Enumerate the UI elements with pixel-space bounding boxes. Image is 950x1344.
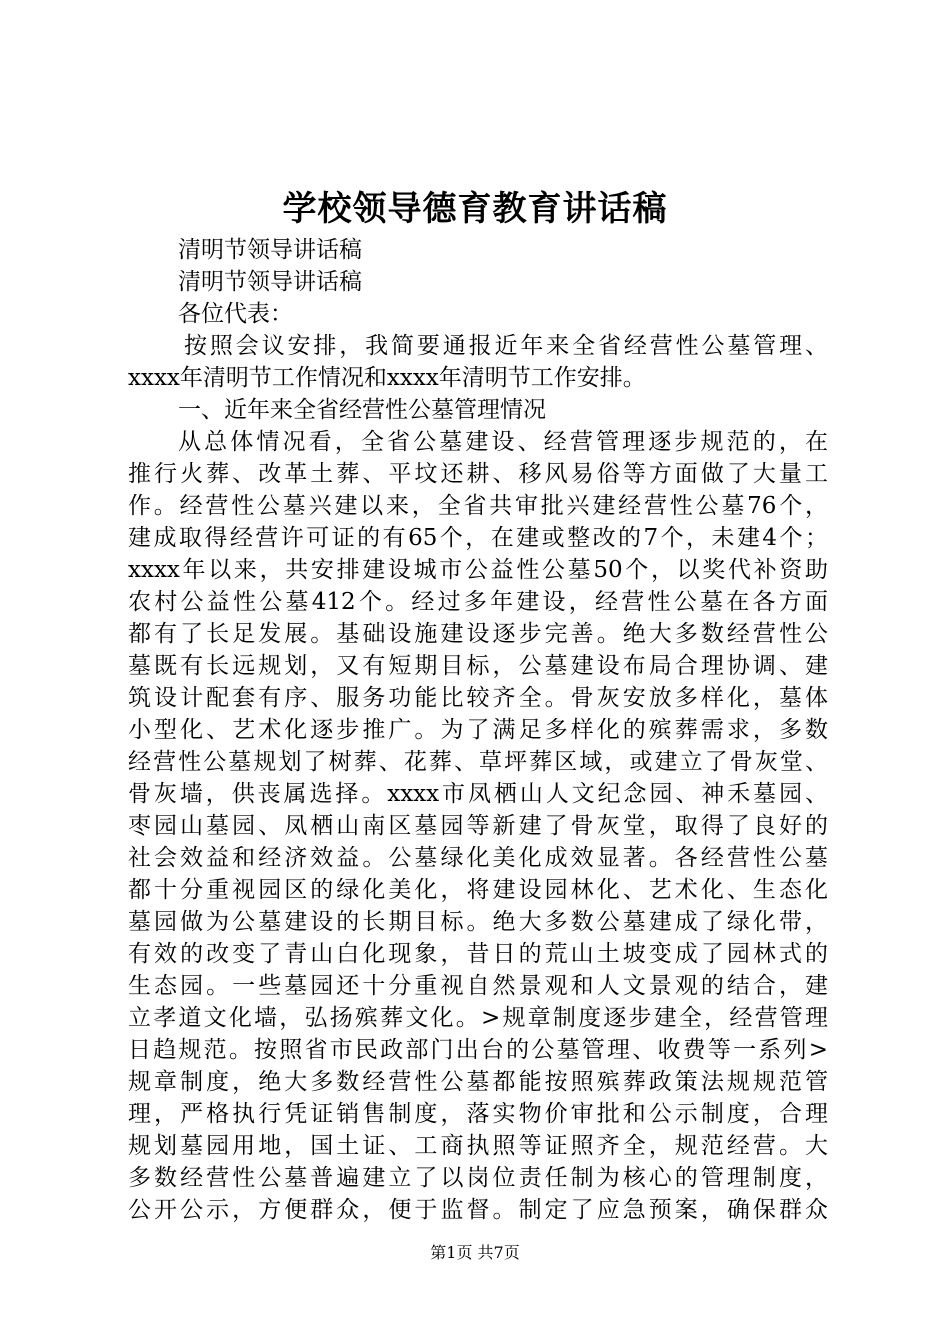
page-number: 第1页 共7页: [430, 1243, 520, 1262]
text-line: 建成取得经营许可证的有65个，在建或整改的7个，未建4个；: [128, 525, 828, 551]
text-line: 公开公示，方便群众，便于监督。制定了应急预案，确保群众: [128, 1197, 828, 1223]
section-heading: 一、近年来全省经营性公墓管理情况: [178, 397, 546, 423]
text-line: 清明节领导讲话稿: [178, 269, 362, 295]
text-line: 按照会议安排，我简要通报近年来全省经营性公墓管理、: [184, 333, 828, 359]
text-line: 从总体情况看，全省公墓建设、经营管理逐步规范的，在: [178, 429, 828, 455]
text-line: 作。经营性公墓兴建以来，全省共审批兴建经营性公墓76个，: [128, 493, 828, 519]
text-line: 经营性公墓规划了树葬、花葬、草坪葬区域，或建立了骨灰堂、: [128, 749, 828, 775]
text-line: 都有了长足发展。基础设施建设逐步完善。绝大多数经营性公: [128, 621, 828, 647]
paragraph: [128, 330, 828, 362]
text-line: 规章制度，绝大多数经营性公墓都能按照殡葬政策法规规范管: [128, 1069, 828, 1095]
text-line: 社会效益和经济效益。公墓绿化美化成效显著。各经营性公墓: [128, 845, 828, 871]
text-line: 骨灰墙，供丧属选择。xxxx市凤栖山人文纪念园、神禾墓园、: [128, 781, 828, 807]
text-line: 有效的改变了青山白化现象，昔日的荒山土坡变成了园林式的: [128, 941, 828, 967]
document-title: 学校领导德育教育讲话稿: [282, 189, 668, 229]
text-line: xxxx年清明节工作情况和xxxx年清明节工作安排。: [128, 365, 646, 391]
text-line: 生态园。一些墓园还十分重视自然景观和人文景观的结合，建: [128, 973, 828, 999]
text-line: 筑设计配套有序、服务功能比较齐全。骨灰安放多样化，墓体: [128, 685, 828, 711]
text-line: 墓园做为公墓建设的长期目标。绝大多数公墓建成了绿化带，: [128, 909, 828, 935]
text-line: 枣园山墓园、凤栖山南区墓园等新建了骨灰堂，取得了良好的: [128, 813, 828, 839]
text-line: 日趋规范。按照省市民政部门出台的公墓管理、收费等一系列>: [128, 1037, 828, 1063]
text-line: 清明节领导讲话稿: [178, 237, 362, 263]
text-line: 各位代表：: [178, 301, 293, 327]
text-line: 都十分重视园区的绿化美化，将建设园林化、艺术化、生态化: [128, 877, 828, 903]
document-body: [128, 234, 828, 1226]
text-line: 多数经营性公墓普遍建立了以岗位责任制为核心的管理制度，: [128, 1165, 828, 1191]
text-line: 墓既有长远规划，又有短期目标，公墓建设布局合理协调、建: [128, 653, 828, 679]
text-line: 理，严格执行凭证销售制度，落实物价审批和公示制度，合理: [128, 1101, 828, 1127]
paragraph: [128, 426, 828, 1226]
text-line: 小型化、艺术化逐步推广。为了满足多样化的殡葬需求，多数: [128, 717, 828, 743]
text-line: 农村公益性公墓412个。经过多年建设，经营性公墓在各方面: [128, 589, 828, 615]
text-line: 立孝道文化墙，弘扬殡葬文化。>规章制度逐步建全，经营管理: [128, 1005, 828, 1031]
text-line: 推行火葬、改革土葬、平坟还耕、移风易俗等方面做了大量工: [128, 461, 828, 487]
text-line: 规划墓园用地，国土证、工商执照等证照齐全，规范经营。大: [128, 1133, 828, 1159]
text-line: xxxx年以来，共安排建设城市公益性公墓50个，以奖代补资助: [128, 557, 828, 583]
